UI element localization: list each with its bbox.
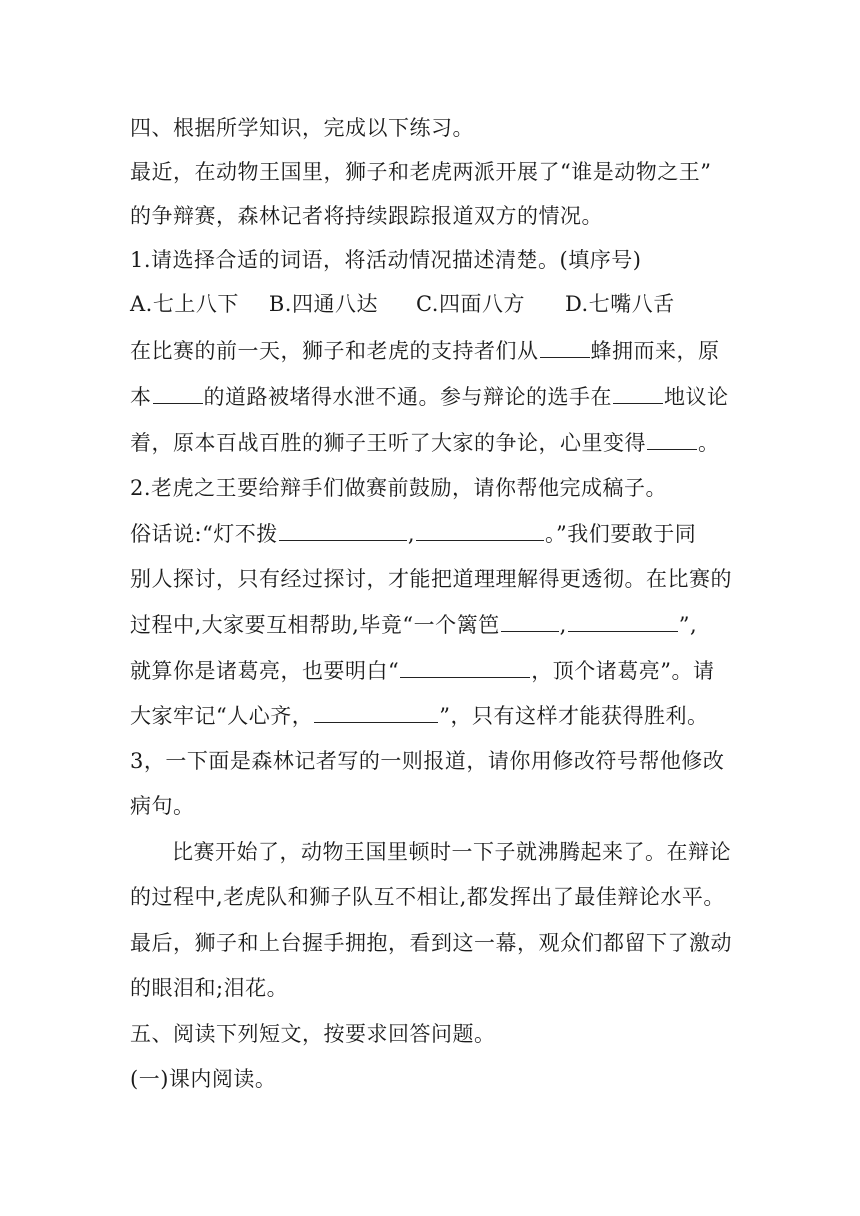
intro-line-2: 的争辩赛，森林记者将持续跟踪报道双方的情况。 (130, 204, 603, 228)
text: ，顶个诸葛亮”。请 (531, 659, 715, 683)
text: ”, (678, 613, 698, 637)
section-5-subheading: (一)课内阅读。 (130, 1067, 277, 1091)
q1-options (130, 289, 740, 319)
text: , (407, 522, 415, 546)
text: 俗话说:“灯不拨 (130, 522, 278, 546)
q2-line-1 (130, 518, 740, 548)
blank-8[interactable] (568, 609, 678, 632)
option-d: D.七嘴八舌 (564, 292, 675, 316)
text: 蜂拥而来，原 (590, 339, 720, 363)
blank-1[interactable] (540, 335, 590, 358)
q3-prompt-1: 3，一下面是森林记者写的一则报道，请你用修改符号帮他修改 (130, 749, 725, 773)
text: 本 (130, 385, 152, 409)
blank-7[interactable] (501, 609, 559, 632)
text: 在比赛的前一天，狮子和老虎的支持者们从 (130, 339, 539, 363)
q3-paragraph-4: 的眼泪和;泪花。 (130, 976, 289, 1000)
text: ”，只有这样才能获得胜利。 (439, 704, 709, 728)
option-b: B.四通八达 (268, 292, 378, 316)
text: , (559, 613, 567, 637)
blank-10[interactable] (314, 700, 438, 723)
q2-line-2: 别人探讨，只有经过探讨，才能把道理理解得更透彻。在比赛的 (130, 567, 732, 591)
q3-prompt-2: 病句。 (130, 794, 195, 818)
q2-line-4 (130, 655, 740, 685)
blank-9[interactable] (400, 655, 530, 678)
text: 。”我们要敢于同 (545, 522, 697, 546)
text: 。 (698, 431, 720, 455)
q1-fill-line-2 (130, 381, 740, 411)
text: 着，原本百战百胜的狮子王听了大家的争论，心里变得 (130, 431, 646, 455)
blank-3[interactable] (613, 381, 663, 404)
intro-line-1: 最近，在动物王国里，狮子和老虎两派开展了“谁是动物之王” (130, 160, 712, 184)
q3-paragraph-2: 的过程中,老虎队和狮子队互不相让,都发挥出了最佳辩论水平。 (130, 885, 725, 909)
q1-fill-line-1 (130, 335, 740, 365)
q2-line-3 (130, 609, 740, 639)
q1-fill-line-3 (130, 427, 740, 457)
q2-prompt: 2.老虎之王要给辩手们做赛前鼓励，请你帮他完成稿子。 (130, 476, 668, 500)
section-4-heading: 四、根据所学知识，完成以下练习。 (130, 116, 474, 140)
option-c: C.四面八方 (415, 292, 525, 316)
q2-line-5 (130, 700, 740, 730)
text: 的道路被堵得水泄不通。参与辩论的选手在 (203, 385, 612, 409)
text: 大家牢记“人心齐， (130, 704, 314, 728)
blank-5[interactable] (279, 518, 407, 541)
blank-2[interactable] (153, 381, 203, 404)
section-5-heading: 五、阅读下列短文，按要求回答问题。 (130, 1022, 496, 1046)
q1-prompt: 1.请选择合适的词语，将活动情况描述清楚。(填序号) (130, 248, 642, 272)
text: 过程中,大家要互相帮助,毕竟“一个篱笆 (130, 613, 500, 637)
text: 地议论 (664, 385, 729, 409)
option-a: A.七上八下 (130, 292, 239, 316)
q3-paragraph-1: 比赛开始了，动物王国里顿时一下子就沸腾起来了。在辩论 (172, 840, 731, 864)
q3-paragraph-3: 最后，狮子和上台握手拥抱，看到这一幕，观众们都留下了激动 (130, 931, 732, 955)
blank-6[interactable] (416, 518, 544, 541)
blank-4[interactable] (647, 427, 697, 450)
text: 就算你是诸葛亮，也要明白“ (130, 659, 400, 683)
